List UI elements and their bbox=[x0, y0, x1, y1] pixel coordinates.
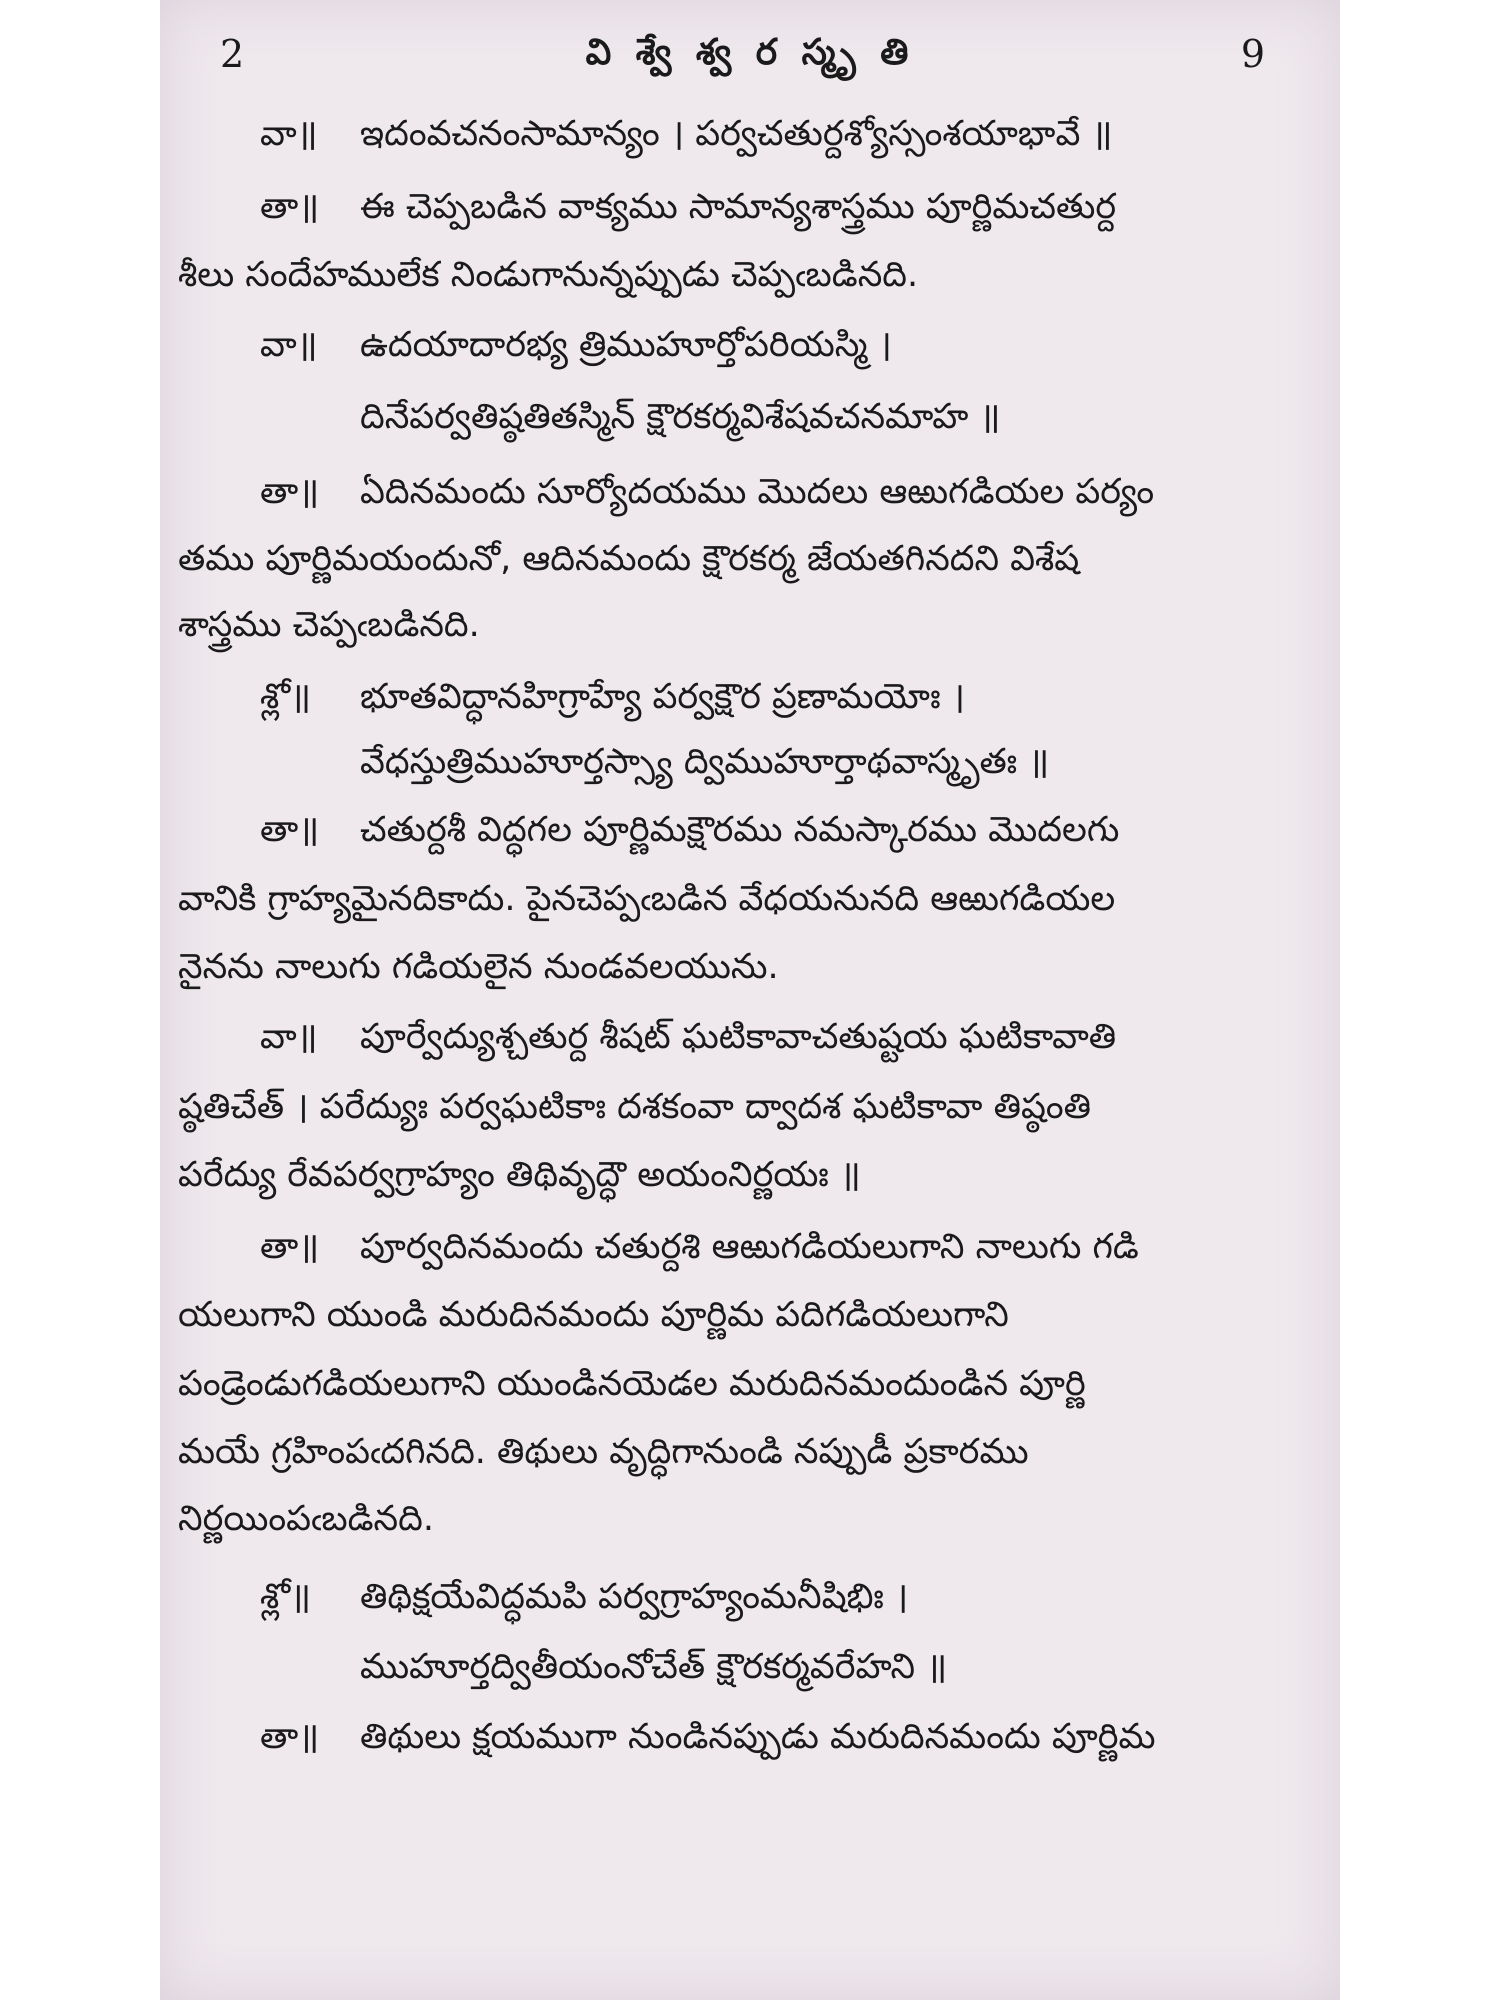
line-label: వా॥ bbox=[260, 1017, 318, 1057]
line-text: పండ్రెండుగడియలుగాని యుండినయెడల మరుదినమందుండిన పూర్ణి bbox=[178, 1364, 1086, 1404]
text-line bbox=[360, 740, 1049, 784]
line-label: తా॥ bbox=[260, 1227, 320, 1267]
line-text: నిర్ణయింపఁబడినది. bbox=[178, 1499, 434, 1539]
text-line bbox=[260, 1715, 1156, 1759]
line-label: శ్లో॥ bbox=[260, 677, 312, 717]
text-line bbox=[260, 323, 892, 367]
text-line bbox=[178, 537, 1079, 581]
line-text: పూర్వేద్యుశ్చతుర్ద శీషట్ ఘటికావాచతుష్టయ ఘటికావాతి bbox=[360, 1017, 1117, 1057]
line-label: వా॥ bbox=[260, 325, 318, 365]
text-line bbox=[178, 1085, 1091, 1129]
line-text: ఏదినమందు సూర్యోదయము మొదలు ఆఱుగడియల పర్యం bbox=[360, 472, 1155, 512]
line-label: తా॥ bbox=[260, 187, 320, 227]
line-text: చతుర్దశీ విద్ధగల పూర్ణిమక్షౌరము నమస్కారము మొదలగు bbox=[360, 810, 1120, 850]
line-text: మయే గ్రహింపఁదగినది. తిథులు వృద్ధిగానుండి నప్పుడీ ప్రకారము bbox=[178, 1432, 1029, 1472]
line-text: శీలు సందేహములేక నిండుగానున్నప్పుడు చెప్పఁబడినది. bbox=[178, 255, 919, 295]
text-line bbox=[260, 675, 965, 719]
text-line bbox=[178, 1362, 1086, 1406]
line-text: వానికి గ్రాహ్యమైనదికాదు. పైనచెప్పఁబడిన వేధయనునది ఆఱుగడియల bbox=[178, 879, 1116, 919]
line-text: ఉదయాదారభ్య త్రిముహూర్తోపరియస్మి । bbox=[360, 325, 892, 365]
text-line bbox=[178, 1153, 861, 1197]
line-text: తిథులు క్షయముగా నుండినప్పుడు మరుదినమందు పూర్ణిమ bbox=[360, 1717, 1156, 1757]
line-text: పూర్వదినమందు చతుర్దశి ఆఱుగడియలుగాని నాలుగు గడి bbox=[360, 1227, 1139, 1267]
line-text: యలుగాని యుండి మరుదినమందు పూర్ణిమ పదిగడియలుగాని bbox=[178, 1295, 1009, 1335]
page-header bbox=[160, 32, 1340, 92]
text-line bbox=[178, 603, 480, 647]
page-title: వి శ్వే శ్వ ర స్మృ తి bbox=[585, 32, 915, 73]
line-label: తా॥ bbox=[260, 472, 320, 512]
line-text: నైనను నాలుగు గడియలైన నుండవలయును. bbox=[178, 947, 779, 987]
text-line bbox=[260, 1225, 1139, 1269]
line-label: శ్లో॥ bbox=[260, 1577, 312, 1617]
text-line bbox=[178, 1497, 434, 1541]
line-text: తము పూర్ణిమయందునో, ఆదినమందు క్షౌరకర్మ జేయతగినదని విశేష bbox=[178, 539, 1080, 579]
text-line bbox=[178, 945, 779, 989]
line-text: ఇదంవచనంసామాన్యం । పర్వచతుర్దశ్యోస్సంశయాభావే ॥ bbox=[360, 114, 1113, 154]
text-line bbox=[260, 808, 1119, 852]
line-label: వా॥ bbox=[260, 114, 318, 154]
line-label: తా॥ bbox=[260, 1717, 320, 1757]
line-text: ముహూర్తద్వితీయంనోచేత్ క్షౌరకర్మవరేహని ॥ bbox=[360, 1647, 948, 1687]
text-line bbox=[178, 1430, 1029, 1474]
line-text: దినేపర్వతిష్ఠతితస్మిన్ క్షౌరకర్మవిశేషవచనమాహ ॥ bbox=[360, 397, 1001, 437]
text-line bbox=[178, 877, 1115, 921]
line-text: శాస్త్రము చెప్పఁబడినది. bbox=[178, 605, 480, 645]
text-line bbox=[360, 1645, 947, 1689]
text-line bbox=[260, 185, 1116, 229]
line-text: పరేద్యు రేవపర్వగ్రాహ్యం తిథివృద్ధౌ అయంనిర్ణయః ॥ bbox=[178, 1155, 861, 1195]
book-page bbox=[160, 0, 1340, 2000]
page-number-left: 2 bbox=[220, 32, 245, 76]
line-text: తిథిక్షయేవిద్ధమపి పర్వగ్రాహ్యంమనీషిభిః । bbox=[360, 1577, 909, 1617]
line-text: వేధస్తుత్రిముహూర్తస్స్యా ద్విముహూర్తాథవాస్మృతః ॥ bbox=[360, 742, 1050, 782]
text-line bbox=[260, 112, 1112, 156]
page-number-right: 9 bbox=[1240, 32, 1265, 76]
text-line bbox=[260, 1015, 1116, 1059]
line-text: ఈ చెప్పబడిన వాక్యము సామాన్యశాస్త్రము పూర్ణిమచతుర్ద bbox=[360, 187, 1117, 227]
line-text: భూతవిద్ధానహిగ్రాహ్యే పర్వక్షౌర ప్రణామయోః । bbox=[360, 677, 965, 717]
text-line bbox=[178, 253, 918, 297]
line-label: తా॥ bbox=[260, 810, 320, 850]
line-text: ష్ఠతిచేత్ । పరేద్యుః పర్వఘటికాః దశకంవా ద్వాదశ ఘటికావా తిష్ఠంతి bbox=[178, 1087, 1092, 1127]
text-line bbox=[260, 470, 1154, 514]
text-line bbox=[178, 1293, 1009, 1337]
text-line bbox=[260, 1575, 908, 1619]
text-line bbox=[360, 395, 1001, 439]
